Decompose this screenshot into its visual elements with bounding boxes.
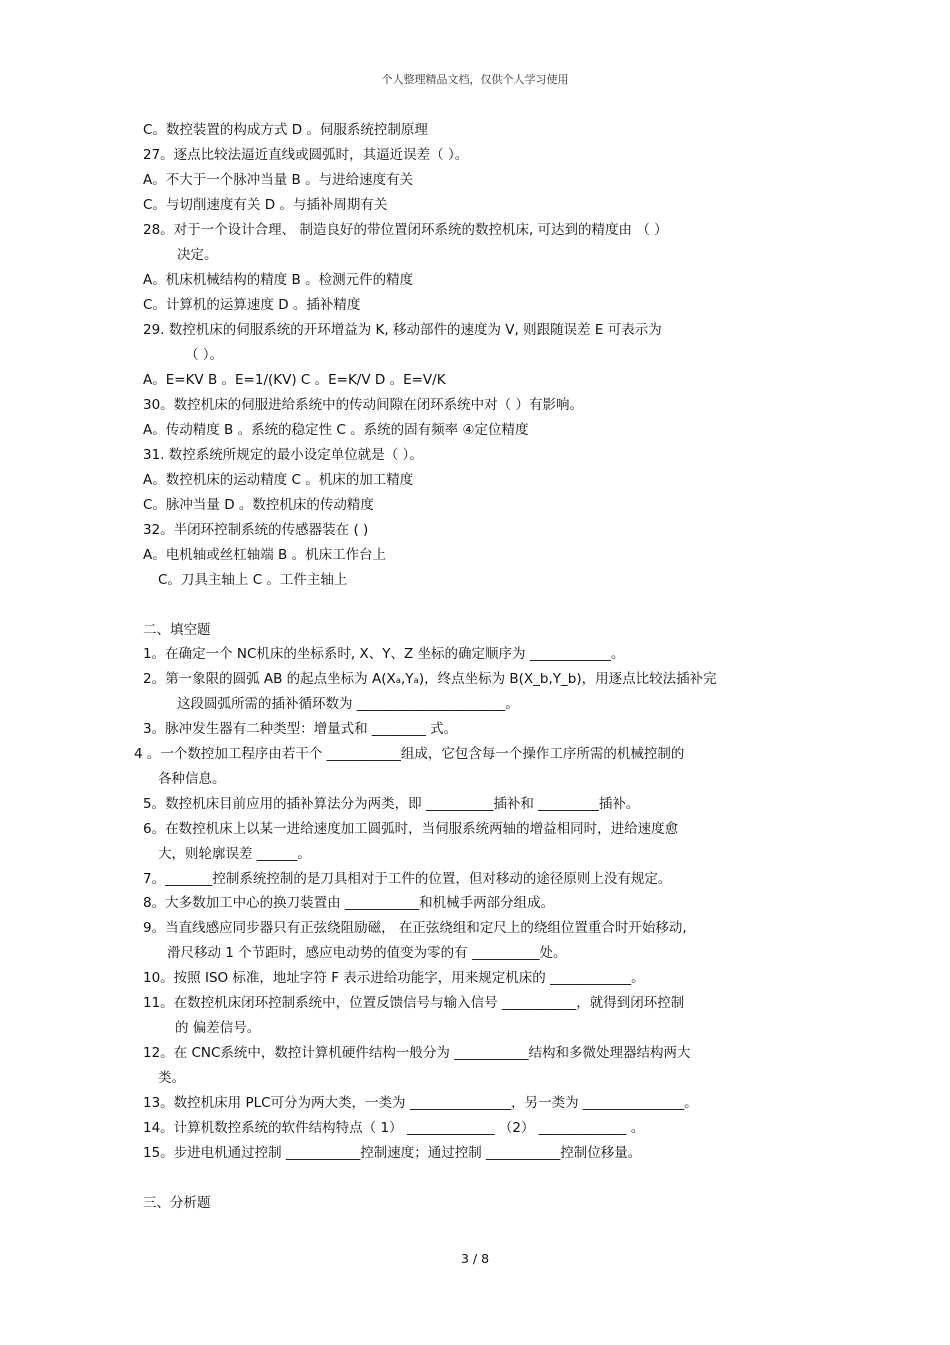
text-line: 31. 数控系统所规定的最小设定单位就是（ ）。 xyxy=(143,447,423,463)
page-number: 3 / 8 xyxy=(460,1251,490,1266)
text-line: 12。在 CNC系统中，数控计算机硬件结构一般分为 ___________结构和多微处理器结构两大 xyxy=(143,1045,691,1061)
text-line: C。数控装置的构成方式 D 。伺服系统控制原理 xyxy=(143,122,428,138)
text-line: 这段圆弧所需的插补循环数为 ______________________。 xyxy=(177,696,519,712)
page-header: 个人整理精品文档，仅供个人学习使用 xyxy=(381,73,569,86)
text-line: 8。大多数加工中心的换刀装置由 ___________和机械手两部分组成。 xyxy=(143,895,555,911)
text-line: 1。在确定一个 NC机床的坐标系时, X、Y、Z 坐标的确定顺序为 ____________。 xyxy=(143,646,625,662)
text-line: A。不大于一个脉冲当量 B 。与进给速度有关 xyxy=(143,172,414,188)
text-line: 14。计算机数控系统的软件结构特点（ 1） _____________ （2） _____________ 。 xyxy=(143,1120,645,1136)
text-line: 10。按照 ISO 标准，地址字符 F 表示进给功能字，用来规定机床的 ____________。 xyxy=(143,970,645,986)
text-line: C。刀具主轴上 C 。工件主轴上 xyxy=(158,572,348,588)
text-line: 7。_______控制系统控制的是刀具相对于工件的位置，但对移动的途径原则上没有规定。 xyxy=(143,871,672,887)
text-line: 30。数控机床的伺服进给系统中的传动间隙在闭环系统中对（ ）有影响。 xyxy=(143,397,583,413)
text-line: 滑尺移动 1 个节距时，感应电动势的值变为零的有 __________处。 xyxy=(167,945,567,961)
text-line: A。机床机械结构的精度 B 。检测元件的精度 xyxy=(143,272,414,288)
text-line: 的 偏差信号。 xyxy=(175,1020,261,1036)
text-line: 27。逐点比较法逼近直线或圆弧时，其逼近误差（ ）。 xyxy=(143,147,469,163)
text-line: A。数控机床的运动精度 C 。机床的加工精度 xyxy=(143,472,414,488)
text-line: 15。步进电机通过控制 ___________控制速度；通过控制 ___________控制位移量。 xyxy=(143,1145,642,1161)
text-line: 32。半闭环控制系统的传感器装在 ( ) xyxy=(143,522,369,538)
text-line: C。与切削速度有关 D 。与插补周期有关 xyxy=(143,197,388,213)
text-line: C。脉冲当量 D 。数控机床的传动精度 xyxy=(143,497,374,513)
text-line: 2。第一象限的圆弧 AB 的起点坐标为 A(Xₐ,Yₐ)，终点坐标为 B(X_b,Y_b)，用逐点比较法插补完 xyxy=(143,671,717,687)
text-line: A。E=KV B 。E=1/(KV) C 。E=K/V D 。E=V/K xyxy=(143,372,446,388)
text-line: 11。在数控机床闭环控制系统中，位置反馈信号与输入信号 ___________，就得到闭环控制 xyxy=(143,995,685,1011)
text-line: 5。数控机床目前应用的插补算法分为两类，即 __________插补和 _________插补。 xyxy=(143,796,640,812)
text-line: A。传动精度 B 。系统的稳定性 C 。系统的固有频率 ④定位精度 xyxy=(143,422,529,438)
text-line: 9。当直线感应同步器只有正弦绕阻励磁， 在正弦绕组和定尺上的绕组位置重合时开始移动, xyxy=(143,920,687,936)
text-line: 大，则轮廓误差 ______。 xyxy=(158,846,311,862)
text-line: 类。 xyxy=(158,1070,185,1086)
text-line: 三、分析题 xyxy=(143,1195,211,1211)
text-line: 29. 数控机床的伺服系统的开环增益为 K, 移动部件的速度为 V, 则跟随误差 E 可表示为 xyxy=(143,322,662,338)
text-line: 3。脉冲发生器有二种类型：增量式和 ________ 式。 xyxy=(143,721,458,737)
text-line: 各种信息。 xyxy=(158,771,226,787)
text-line: 决定。 xyxy=(177,247,218,263)
text-line: 二、填空题 xyxy=(143,622,211,638)
text-line: 6。在数控机床上以某一进给速度加工圆弧时，当伺服系统两轴的增益相同时，进给速度愈 xyxy=(143,821,679,837)
text-line: 4 。一个数控加工程序由若干个 ___________组成，它包含每一个操作工序所需的机械控制的 xyxy=(134,746,685,762)
text-line: A。电机轴或丝杠轴端 B 。机床工作台上 xyxy=(143,547,387,563)
text-line: C。计算机的运算速度 D 。插补精度 xyxy=(143,297,361,313)
text-line: （ ）。 xyxy=(185,347,224,363)
text-line: 28。对于一个设计合理、 制造良好的带位置闭环系统的数控机床, 可达到的精度由 （ ） xyxy=(143,222,668,238)
text-line: 13。数控机床用 PLC可分为两大类，一类为 _______________，另一类为 _______________。 xyxy=(143,1095,698,1111)
